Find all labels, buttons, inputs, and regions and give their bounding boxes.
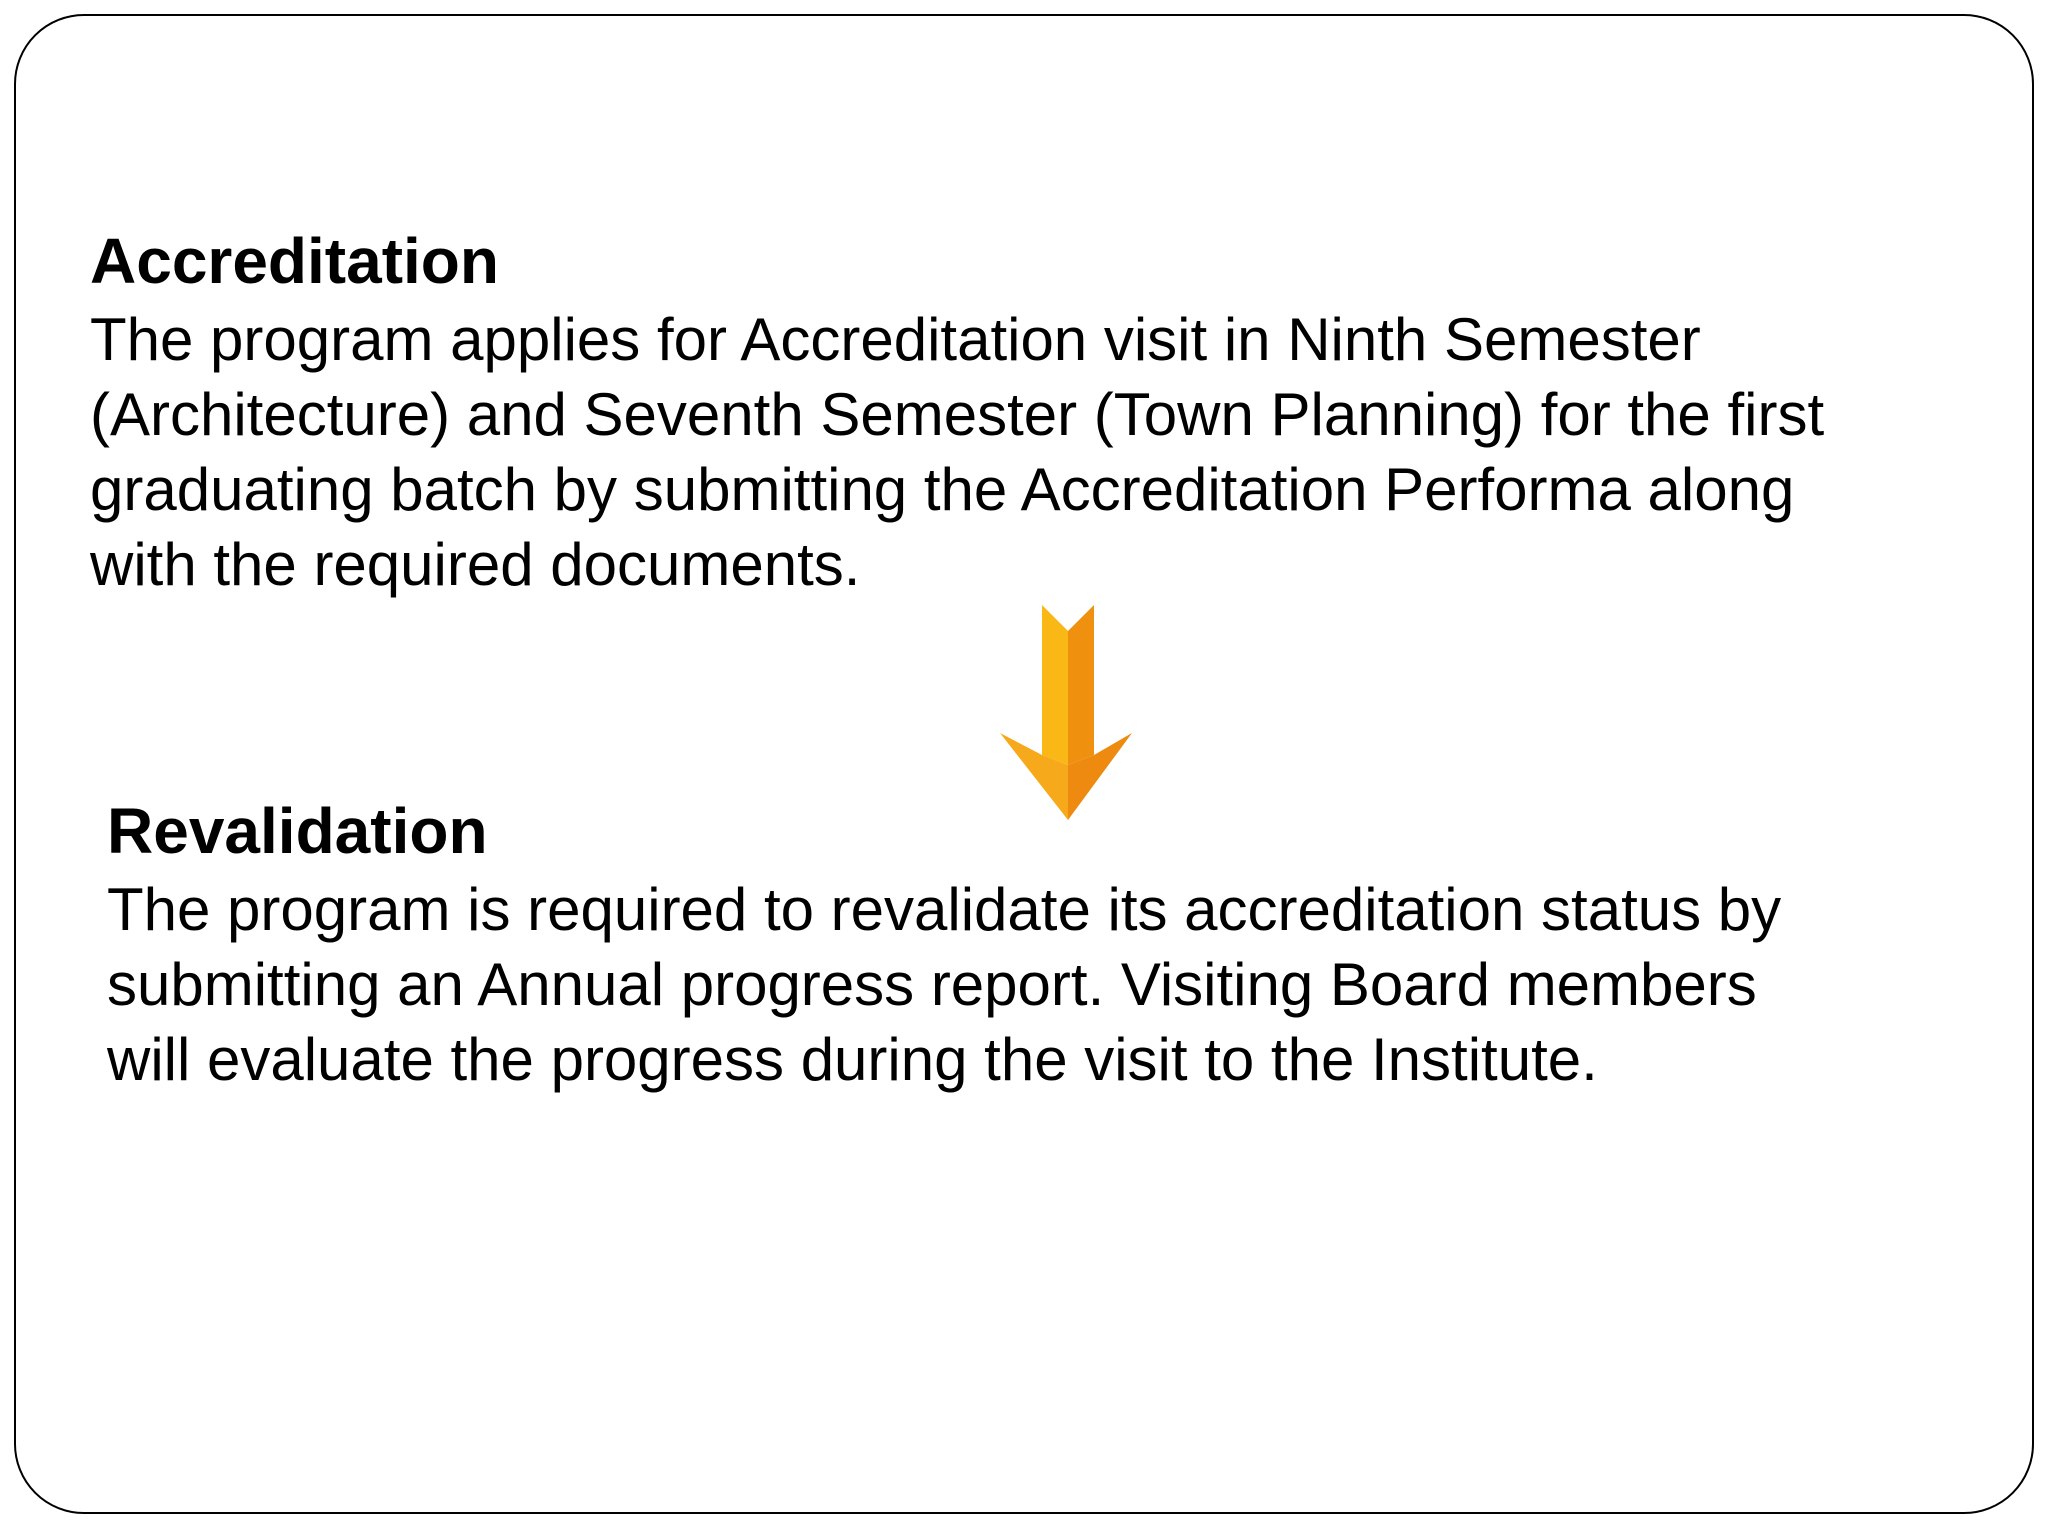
accreditation-heading: Accreditation [90, 225, 499, 297]
revalidation-body [107, 872, 1987, 1097]
revalidation-line-2: submitting an Annual progress report. Visiting Board members [107, 951, 1757, 1018]
accreditation-body [90, 302, 1990, 602]
arrow-shaft-right [1068, 605, 1094, 765]
accreditation-line-2: (Architecture) and Seventh Semester (Town Planning) for the first [90, 381, 1825, 448]
accreditation-line-1: The program applies for Accreditation visit in Ninth Semester [90, 306, 1701, 373]
revalidation-line-3: will evaluate the progress during the visit to the Institute. [107, 1026, 1598, 1093]
accreditation-line-4: with the required documents. [90, 531, 861, 598]
revalidation-section [107, 790, 1987, 1097]
revalidation-line-1: The program is required to revalidate its accreditation status by [107, 876, 1782, 943]
arrow-shaft-left [1042, 605, 1068, 765]
accreditation-section [90, 220, 1990, 602]
accreditation-line-3: graduating batch by submitting the Accreditation Performa along [90, 456, 1795, 523]
revalidation-heading: Revalidation [107, 795, 488, 867]
